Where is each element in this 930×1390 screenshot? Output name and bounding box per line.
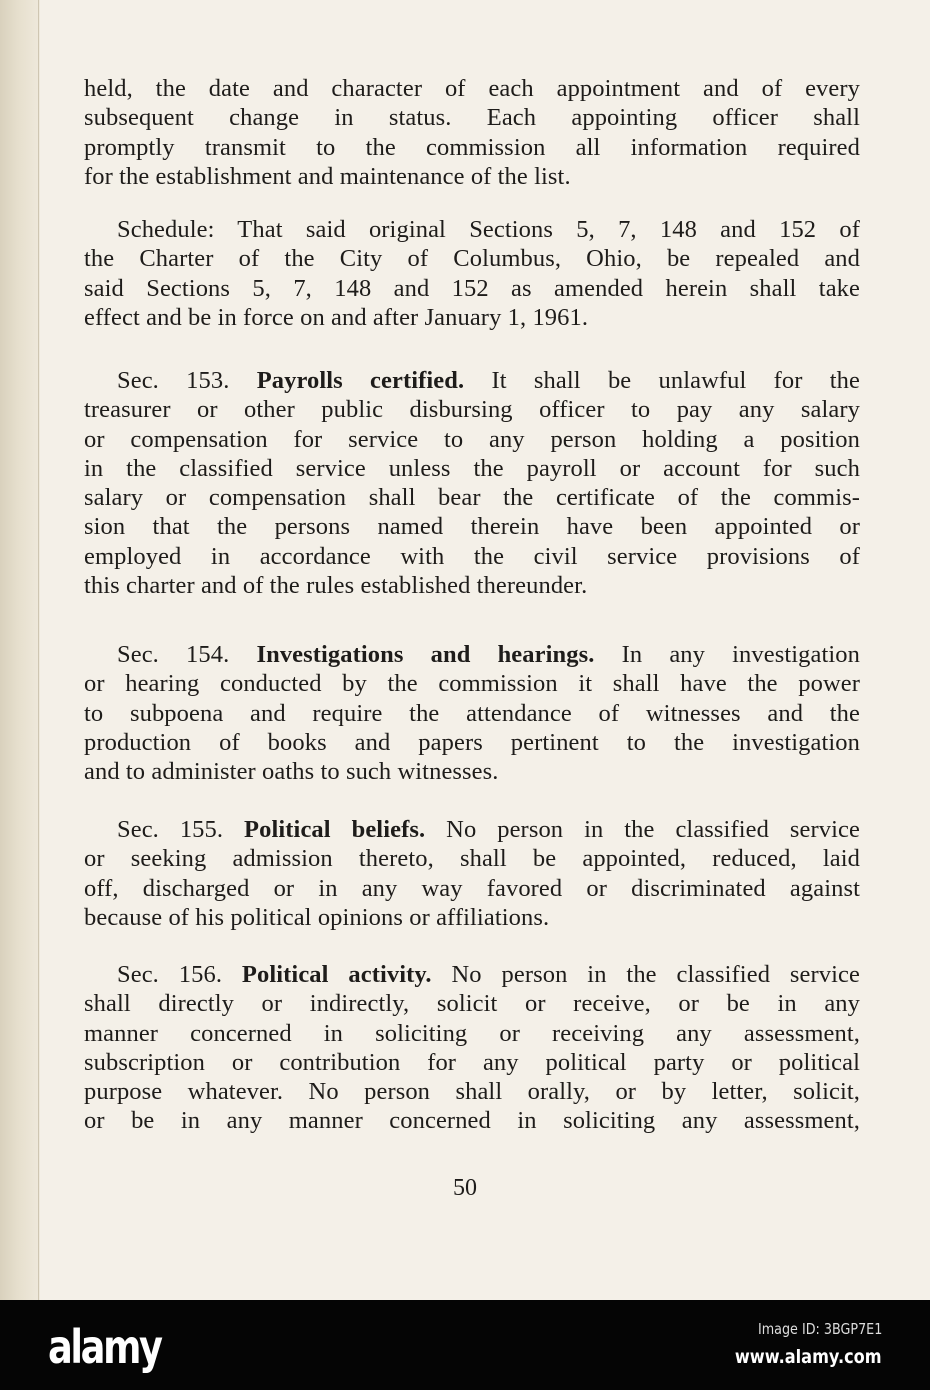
text-line: or be in any manner concerned in soliciting any assessment,	[84, 1107, 860, 1135]
section-first-line	[84, 366, 860, 395]
section-number: Sec. 153.	[117, 367, 230, 394]
text-line: or compensation for service to any person holding a position	[84, 425, 860, 453]
text-line: or seeking admission thereto, shall be appointed, reduced, laid	[84, 845, 860, 873]
section-first-line	[84, 640, 860, 669]
text-line: sion that the persons named therein have been appointed or	[84, 513, 860, 541]
section-156-political-activity	[84, 960, 860, 1136]
text-line: said Sections 5, 7, 148 and 152 as amended herein shall take	[84, 274, 860, 302]
text-line: promptly transmit to the commission all information required	[84, 133, 860, 161]
section-first-line	[84, 960, 860, 989]
alamy-logo: alamy	[48, 1320, 161, 1374]
text-line: subsequent change in status. Each appointing officer shall	[84, 104, 860, 132]
text-line: and to administer oaths to such witnesses.	[84, 758, 499, 786]
section-first-line	[84, 815, 860, 844]
text-line: or hearing conducted by the commission it shall have the power	[84, 670, 860, 698]
text-line: subscription or contribution for any political party or political	[84, 1048, 860, 1076]
text-line: for the establishment and maintenance of the list.	[84, 162, 571, 190]
section-number: Sec. 156.	[117, 961, 223, 988]
site-url: www.alamy.com	[735, 1346, 882, 1368]
text-span: No person in the classified service	[446, 816, 860, 843]
section-number: Sec. 155.	[117, 816, 224, 843]
text-line: off, discharged or in any way favored or discriminated against	[84, 874, 860, 902]
text-line: because of his political opinions or affiliations.	[84, 903, 550, 931]
section-heading: Investigations and hearings.	[256, 641, 595, 668]
book-spine-edge	[0, 0, 40, 1300]
section-number: Sec. 154.	[117, 641, 230, 668]
text-line: Schedule: That said original Sections 5, 7, 148 and 152 of	[117, 216, 860, 243]
section-heading: Political beliefs.	[244, 816, 426, 843]
text-span: It shall be unlawful for the	[491, 367, 861, 394]
watermark-banner	[0, 1300, 930, 1390]
paragraph-schedule	[84, 215, 860, 332]
text-line: purpose whatever. No person shall orally, or by letter, solicit,	[84, 1078, 860, 1106]
text-line: this charter and of the rules established thereunder.	[84, 572, 588, 600]
image-id-label: Image ID: 3BGP7E1	[757, 1320, 882, 1338]
section-heading: Political activity.	[241, 961, 432, 988]
text-line: to subpoena and require the attendance of witnesses and the	[84, 699, 860, 727]
section-153-payrolls-certified	[84, 366, 860, 600]
text-line: effect and be in force on and after January 1, 1961.	[84, 303, 589, 331]
text-line: salary or compensation shall bear the certificate of the commis-	[84, 484, 860, 512]
text-line: production of books and papers pertinent to the investigation	[84, 728, 860, 756]
spine-crease	[38, 0, 39, 1300]
text-line: treasurer or other public disbursing officer to pay any salary	[84, 396, 860, 424]
text-line: the Charter of the City of Columbus, Ohio, be repealed and	[84, 245, 860, 273]
section-heading: Payrolls certified.	[256, 367, 465, 394]
text-line: in the classified service unless the payroll or account for such	[84, 454, 860, 482]
text-span: In any investigation	[621, 641, 861, 668]
text-line: shall directly or indirectly, solicit or receive, or be in any	[84, 990, 860, 1018]
section-154-investigations	[84, 640, 860, 786]
text-span: No person in the classified service	[451, 961, 860, 988]
text-line: held, the date and character of each appointment and of every	[84, 75, 860, 102]
page-number: 50	[453, 1175, 477, 1201]
section-155-political-beliefs	[84, 815, 860, 932]
text-line: manner concerned in soliciting or receiving any assessment,	[84, 1019, 860, 1047]
paragraph-list-continuation	[84, 74, 860, 191]
text-line: employed in accordance with the civil service provisions of	[84, 542, 860, 570]
